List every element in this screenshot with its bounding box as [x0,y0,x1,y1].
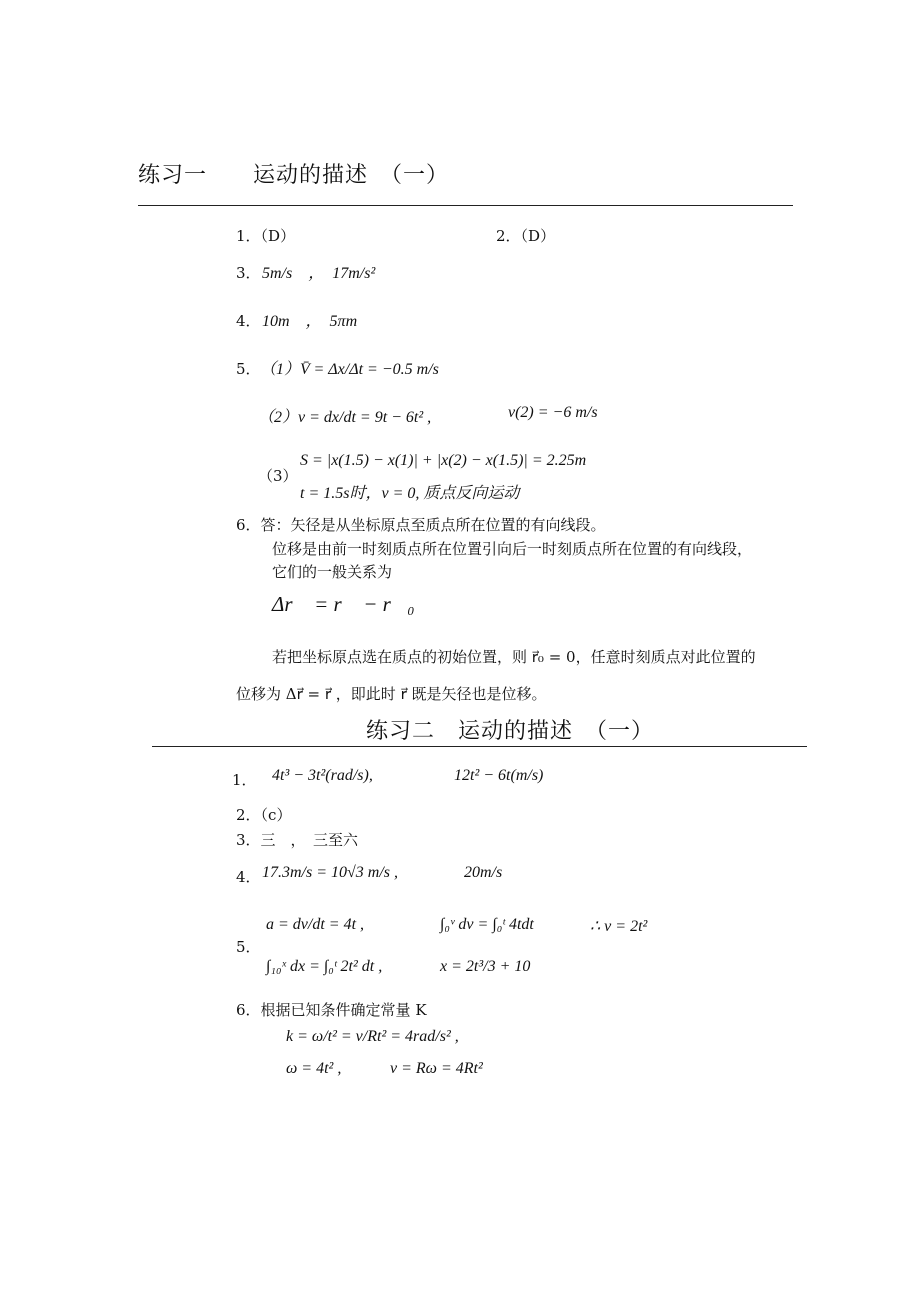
s1-q6-line4: 若把坐标原点选在质点的初始位置，则 r⃗₀ = 0，任意时刻质点对此位置的 [272,648,756,666]
s1-q5-part2b: v(2) = −6 m/s [508,404,598,421]
s1-q5-part3b: t = 1.5s时，v = 0, 质点反向运动 [300,485,520,502]
s1-q5-num: 5． [236,360,261,378]
s2-q5-c: ∴ v = 2t² [590,918,648,935]
s2-q1-a: 4t³ − 3t²(rad/s), [272,767,373,784]
s1-q6-line1: 6．答：矢径是从坐标原点至质点所在位置的有向线段。 [236,516,606,534]
s1-q6-line2: 位移是由前一时刻质点所在位置引向后一时刻质点所在位置的有向线段， [272,540,753,558]
s1-q5-part3a: S = |x(1.5) − x(1)| + |x(2) − x(1.5)| = 2.25m [300,452,587,469]
s1-q5-part2a: （2）v = dx/dt = 9t − 6t² , [258,409,432,426]
s1-q6-line5: 位移为 Δr⃗ = r⃗ ，即此时 r⃗ 既是矢径也是位移。 [236,685,547,703]
section1-title: 练习一 运动的描述 （一） [138,163,450,188]
s2-q1-b: 12t² − 6t(m/s) [454,767,544,784]
s2-q5-d: ∫₁₀ˣ dx = ∫₀ᵗ 2t² dt , [266,958,383,975]
s1-q3-num: 3． [236,264,261,282]
section2-title: 练习二 运动的描述 （一） [366,719,655,744]
s2-q6-eq2b: v = Rω = 4Rt² [390,1060,483,1077]
s2-q5-a: a = dv/dt = 4t , [266,916,365,933]
s2-q4-a: 17.3m/s = 10√3 m/s , [262,864,399,881]
s1-q4-answer: 10m ， 5πm [262,313,358,330]
s2-q4-num: 4． [236,868,261,886]
s2-q3: 3．三 ， 三至六 [236,831,359,849]
s2-q5-b: ∫₀ᵛ dv = ∫₀ᵗ 4tdt [440,916,534,933]
s1-q5-part3-label: （3） [258,467,298,485]
s2-q6-line1: 6．根据已知条件确定常量 K [236,1001,427,1019]
s1-q6-equation: Δr⃗ = r⃗ − r⃗₀ [272,592,415,616]
section1-rule [138,205,793,206]
s2-q1-num: 1． [232,771,257,789]
s1-q6-line3: 它们的一般关系为 [272,563,393,581]
s2-q5-num: 5． [236,938,261,956]
s1-q4-num: 4． [236,312,261,330]
section2-rule [152,746,807,747]
s2-q6-eq1: k = ω/t² = v/Rt² = 4rad/s² , [286,1028,459,1045]
s1-q1: 1．（D） [236,227,296,245]
s1-q2: 2．（D） [496,227,556,245]
s2-q5-e: x = 2t³/3 + 10 [440,958,531,975]
s1-q5-part1: （1）V̄ = Δx/Δt = −0.5 m/s [260,361,439,378]
s2-q4-b: 20m/s [464,864,503,881]
s2-q2: 2．（c） [236,806,292,824]
s1-q3-answer: 5m/s ， 17m/s² [262,265,376,282]
s2-q6-eq2a: ω = 4t² , [286,1060,342,1077]
